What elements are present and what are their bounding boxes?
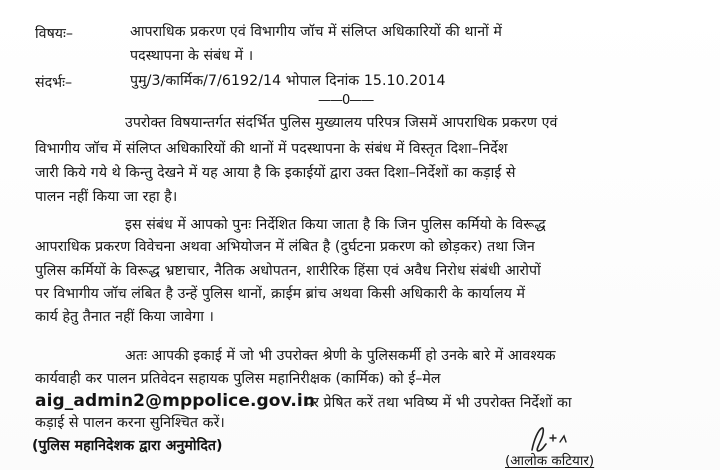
para3-line-1: अतः आपकी इकाई में जो भी उपरोक्त श्रेणी के पुलिसकर्मी हो उनके बारे में आवश्यक (125, 348, 556, 364)
reference-label: संदर्भः– (35, 75, 73, 91)
subject-label: विषयः– (35, 26, 73, 42)
para2-line-4: पर विभागीय जॉच लंबित है उन्हें पुलिस थानों, क्राईम ब्रांच अथवा किसी अधिकारी के कार्यालय में (35, 286, 526, 302)
reference-text: पुमु/3/कार्मिक/7/6192/14 भोपाल दिनांक 15.10.2014 (130, 73, 446, 89)
signatory-name: (आलोक कटियार) (505, 453, 595, 469)
para3-line-3-rest: पर प्रेषित करें तथा भविष्य में भी उपरोक्त निर्देशों का (305, 395, 572, 411)
para2-line-2: आपराधिक प्रकरण विवेचना अथवा अभियोजन में लंबित है (दुर्घटना प्रकरण को छोड़कर) तथा जिन (35, 239, 535, 255)
signature-mark (520, 424, 590, 454)
subject-line-1: आपराधिक प्रकरण एवं विभागीय जॉच में संलिप्त अधिकारियों की थानों में (130, 24, 502, 40)
subject-line-2: पदस्थापना के संबंध में । (130, 48, 254, 64)
para2-line-5: कार्य हेतु तैनात नहीं किया जावेगा । (35, 309, 214, 325)
para2-line-3: पुलिस कर्मियों के विरूद्ध भ्रष्टाचार, नैतिक अधोपतन, शारीरिक हिंसा एवं अवैध निरोध संबंधी आरोपों (35, 263, 541, 279)
para2-line-1: इस संबंध में आपको पुनः निर्देशित किया जाता है कि जिन पुलिस कर्मियो के विरूद्ध (125, 217, 546, 233)
email-address: aig_admin2@mppolice.gov.in (35, 391, 316, 411)
para1-line-1: उपरोक्त विषयान्तर्गत संदर्भित पुलिस मुख्यालय परिपत्र जिसमें आपराधिक प्रकरण एवं (125, 115, 558, 131)
para1-line-3: जारी किये गये थे किन्तु देखने में यह आया है कि इकाईयों द्वारा उक्त दिशा–निर्देशों का कड़ाई से (35, 165, 516, 181)
para3-line-4: कड़ाई से पालन करना सुनिश्चित करें। (35, 415, 225, 431)
para1-line-2: विभागीय जॉच में संलिप्त अधिकारियों की थानों में पदस्थापना के संबंध में विस्तृत दिशा–निर्देश (35, 141, 508, 157)
approval-note: (पुलिस महानिदेशक द्वारा अनुमोदित) (32, 438, 223, 454)
para1-line-4: पालन नहीं किया जा रहा है। (35, 189, 178, 205)
para3-line-2: कार्यवाही कर पालन प्रतिवेदन सहायक पुलिस महानिरीक्षक (कार्मिक) को ई–मेल (35, 371, 441, 387)
section-divider: ——0—— (318, 93, 374, 108)
